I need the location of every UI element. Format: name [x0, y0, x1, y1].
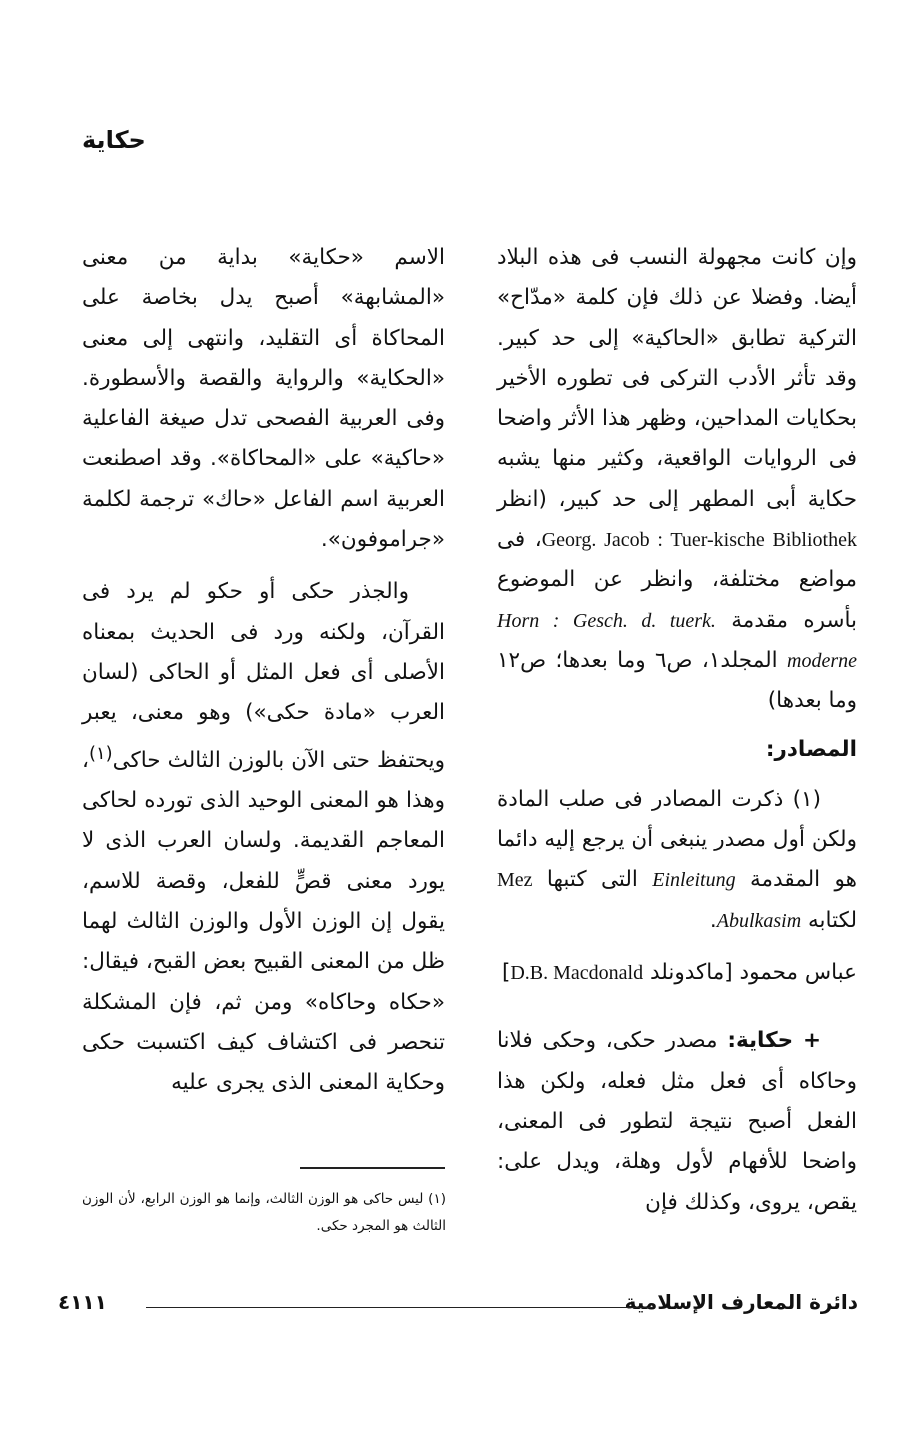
- running-head-title: حكاية: [82, 126, 146, 154]
- entry-hikaya: + حكاية: مصدر حكى، وحكى فلانا وحاكاه أى فعل مثل فعله، ولكن هذا الفعل أصبح نتيجة لتطور فى المعنى، واضحا للأفهام لأول وهلة، ويدل على: يقص، يروى، وكذلك فإن: [497, 1028, 857, 1215]
- latin-reference: Horn : Gesch. d. tuerk. moderne: [497, 609, 857, 672]
- footer-divider: [146, 1307, 653, 1308]
- page-footer: [58, 1290, 858, 1324]
- paragraph-meaning: الاسم «حكاية» بداية من معنى «المشابهة» أصبح يدل بخاصة على المحاكاة أى التقليد، وانتهى إلى معنى «الحكاية» والرواية والقصة والأسطورة. وفى العربية الفصحى تدل صيغة الفاعلية «حاكية» على «المحاكاة». وقد اصطنعت العربية اسم الفاعل «حاك» ترجمة لكلمة «جراموفون».: [82, 245, 445, 553]
- latin-reference: Georg. Jacob : Tuer-kische Bibliothek: [541, 529, 857, 552]
- footnote-ref: (١): [88, 742, 113, 764]
- footnote-divider: [300, 1167, 445, 1169]
- footnote: (١) ليس حاكى هو الوزن الثالث، وإنما هو الوزن الرابع، لأن الوزن الثالث هو المجرد حكى.: [82, 1191, 446, 1234]
- footer-title: دائرة المعارف الإسلامية: [624, 1290, 858, 1314]
- entry-marker: +: [802, 1028, 821, 1054]
- left-column: [82, 238, 445, 1103]
- entry-headword: حكاية:: [727, 1028, 794, 1054]
- author-signature: عباس محمود [ماكدونلد D.B. Macdonald]: [501, 960, 857, 986]
- sources-heading: المصادر:: [765, 736, 857, 762]
- page-number: ٤١١١: [58, 1290, 107, 1314]
- right-column: [497, 238, 857, 1223]
- paragraph-root: والجذر حكى أو حكو لم يرد فى القرآن، ولكنه ورد فى الحديث بمعناه الأصلى أى فعل المثل أو الحاكى (لسان العرب «مادة حكى») وهو معنى، يعبر ويحتفظ حتى الآن بالوزن الثالث حاكى$^{(١)}$، وهذا هو المعنى الوحيد الذى تورده لحاكى المعاجم القديمة. ولسان العرب الذى لا يورد معنى قصٍّ للفعل، وقصة للاسم، يقول إن الوزن الأول والوزن الثالث لهما ظل من المعنى القبيح بعض القبح، فيقال: «حكاه وحاكاه» ومن ثم، فإن المشكلة تنحصر فى اكتشاف كيف اكتسبت حكى وحكاية المعنى الذى يجرى عليه: [82, 579, 445, 1096]
- paragraph-turkish-influence: وإن كانت مجهولة النسب فى هذه البلاد أيضا. وفضلا عن ذلك فإن كلمة «مدّاح» التركية تطابق «الحاكية» إلى حد كبير. وقد تأثر الأدب التركى فى تطوره الأخير بحكايات المداحين، وظهر هذا الأثر واضحا فى الروايات الواقعية، وكثير منها يشبه حكاية أبى المطهر إلى حد كبير، (انظر Georg. Jacob : Tuer-kische Bibliothek، فى مواضع مختلفة، وانظر عن الموضوع بأسره مقدمة Horn : Gesch. d. tuerk. moderne المجلد١، ص٦ وما بعدها؛ ص١٢ وما بعدها): [497, 245, 857, 714]
- source-item-1: (١) ذكرت المصادر فى صلب المادة ولكن أول مصدر ينبغى أن يرجع إليه دائما هو المقدمة Einleitung التى كتبها Mez لكتابه Abulkasim.: [497, 786, 857, 933]
